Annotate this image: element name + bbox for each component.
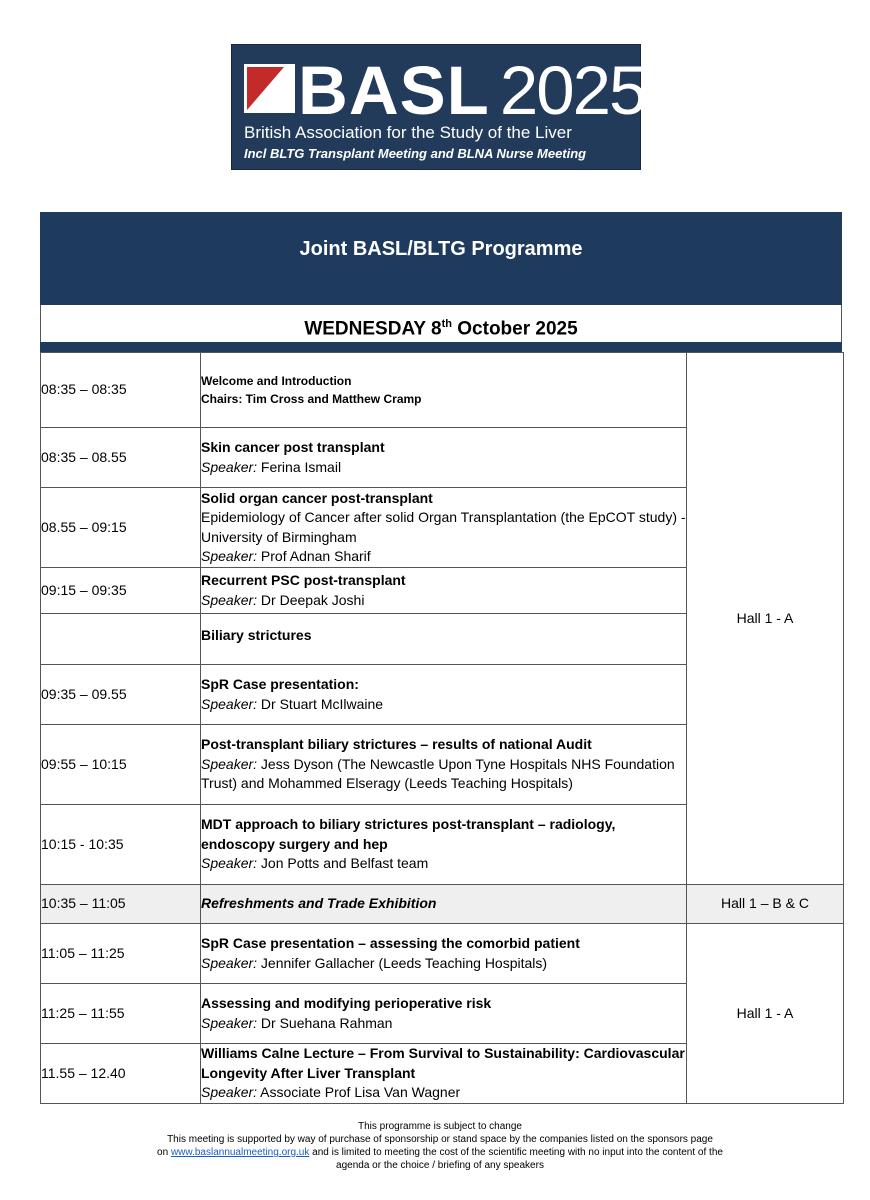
session-title: Skin cancer post transplant — [201, 439, 385, 455]
speaker-name: Dr Deepak Joshi — [257, 591, 365, 608]
session-content — [201, 428, 687, 488]
logo-subtitle: British Association for the Study of the Liver — [244, 123, 572, 142]
session-title: Biliary strictures — [201, 626, 312, 643]
session-time: 08:35 – 08.55 — [41, 428, 201, 488]
footer-change-notice: This programme is subject to change — [358, 1121, 522, 1132]
session-time: 10:35 – 11:05 — [41, 885, 201, 924]
session-row — [41, 353, 844, 428]
session-title: Williams Calne Lecture – From Survival to Sustainability: Cardiovascular Longevity After Liver Transplant — [201, 1045, 685, 1081]
footer-notes — [60, 1120, 820, 1172]
session-content — [201, 665, 687, 725]
session-detail: Epidemiology of Cancer after solid Organ Transplantation (the EpCOT study) - University of Birmingham — [201, 509, 686, 545]
day-prefix: WEDNESDAY 8 — [304, 318, 442, 340]
footer-sponsorship-notice-end: agenda or the choice / briefing of any speakers — [336, 1160, 544, 1171]
logo-wordmark — [298, 54, 645, 128]
session-time: 08.55 – 09:15 — [41, 488, 201, 568]
session-time — [41, 614, 201, 665]
logo-letters: BASL — [298, 52, 490, 129]
speaker-label: Speaker: — [201, 695, 258, 712]
speaker-label: Speaker: — [201, 954, 258, 971]
session-title: SpR Case presentation: — [201, 676, 359, 692]
session-content — [201, 984, 687, 1044]
session-time: 09:15 – 09:35 — [41, 568, 201, 614]
session-content — [201, 805, 687, 885]
footer-website-link[interactable]: www.baslannualmeeting.org.uk — [170, 1147, 310, 1158]
speaker-label: Speaker: — [201, 855, 258, 872]
speaker-name: Dr Stuart McIlwaine — [257, 695, 384, 712]
session-content — [201, 614, 687, 665]
speaker-name: Prof Adnan Sharif — [257, 548, 371, 564]
session-content — [201, 1044, 687, 1104]
speaker-name: Associate Prof Lisa Van Wagner — [257, 1084, 461, 1101]
session-row — [41, 924, 844, 984]
speaker-label: Speaker: — [201, 1084, 258, 1101]
day-suffix: October 2025 — [452, 318, 578, 340]
session-title: Welcome and Introduction — [201, 374, 352, 388]
session-location: Hall 1 - A — [687, 924, 844, 1104]
programme-table — [40, 352, 844, 1104]
speaker-label: Speaker: — [201, 1014, 258, 1031]
day-ordinal: th — [441, 318, 452, 330]
session-time: 11:25 – 11:55 — [41, 984, 201, 1044]
footer-sponsorship-notice: This meeting is supported by way of purchase of sponsorship or stand space by the companies listed on the sponsors page — [167, 1134, 713, 1145]
session-title: Solid organ cancer post-transplant — [201, 489, 433, 506]
session-title: Assessing and modifying perioperative risk — [201, 995, 492, 1011]
session-time: 11.55 – 12.40 — [41, 1044, 201, 1104]
speaker-label: Speaker: — [201, 548, 258, 564]
basl-logo — [231, 44, 646, 170]
break-row — [41, 885, 844, 924]
speaker-name: Jess Dyson (The Newcastle Upon Tyne Hospitals NHS Foundation Trust) and Mohammed Elseragy (Leeds Teaching Hospitals) — [201, 755, 675, 792]
session-chairs: Chairs: Tim Cross and Matthew Cramp — [201, 392, 422, 406]
session-content — [201, 488, 687, 568]
footer-on: on — [157, 1147, 171, 1158]
speaker-label: Speaker: — [201, 591, 258, 608]
session-content — [201, 924, 687, 984]
logo-subtitle-secondary: Incl BLTG Transplant Meeting and BLNA Nurse Meeting — [244, 146, 587, 161]
footer-line3-rest: and is limited to meeting the cost of the scientific meeting with no input into the content of the — [309, 1147, 723, 1158]
session-location: Hall 1 – B & C — [687, 885, 844, 924]
session-title: Post-transplant biliary strictures – results of national Audit — [201, 736, 592, 753]
logo-red-triangle-mark — [244, 64, 295, 113]
session-time: 10:15 - 10:35 — [41, 805, 201, 885]
session-content — [201, 885, 687, 924]
programme-header-band — [40, 212, 842, 305]
session-time: 09:35 – 09.55 — [41, 665, 201, 725]
session-title: SpR Case presentation – assessing the comorbid patient — [201, 935, 580, 951]
session-title: Refreshments and Trade Exhibition — [201, 895, 437, 912]
speaker-name: Jennifer Gallacher (Leeds Teaching Hospitals) — [257, 954, 548, 971]
session-content — [201, 353, 687, 428]
session-title: Recurrent PSC post-transplant — [201, 572, 406, 588]
logo-year: 2025 — [499, 52, 646, 129]
speaker-name: Jon Potts and Belfast team — [257, 855, 429, 872]
programme-title: Joint BASL/BLTG Programme — [299, 238, 583, 260]
programme-day — [40, 305, 842, 343]
footer-sponsorship-notice-cont — [60, 1146, 820, 1159]
speaker-name: Dr Suehana Rahman — [257, 1014, 393, 1031]
speaker-label: Speaker: — [201, 755, 258, 772]
session-content — [201, 725, 687, 805]
header-divider-bar — [40, 342, 842, 352]
speaker-label: Speaker: — [201, 458, 258, 475]
session-content — [201, 568, 687, 614]
session-location: Hall 1 - A — [687, 353, 844, 885]
session-time: 08:35 – 08:35 — [41, 353, 201, 428]
session-time: 09:55 – 10:15 — [41, 725, 201, 805]
session-time: 11:05 – 11:25 — [41, 924, 201, 984]
session-title: MDT approach to biliary strictures post-transplant – radiology, endoscopy surgery and hep — [201, 816, 616, 852]
speaker-name: Ferina Ismail — [257, 458, 342, 475]
